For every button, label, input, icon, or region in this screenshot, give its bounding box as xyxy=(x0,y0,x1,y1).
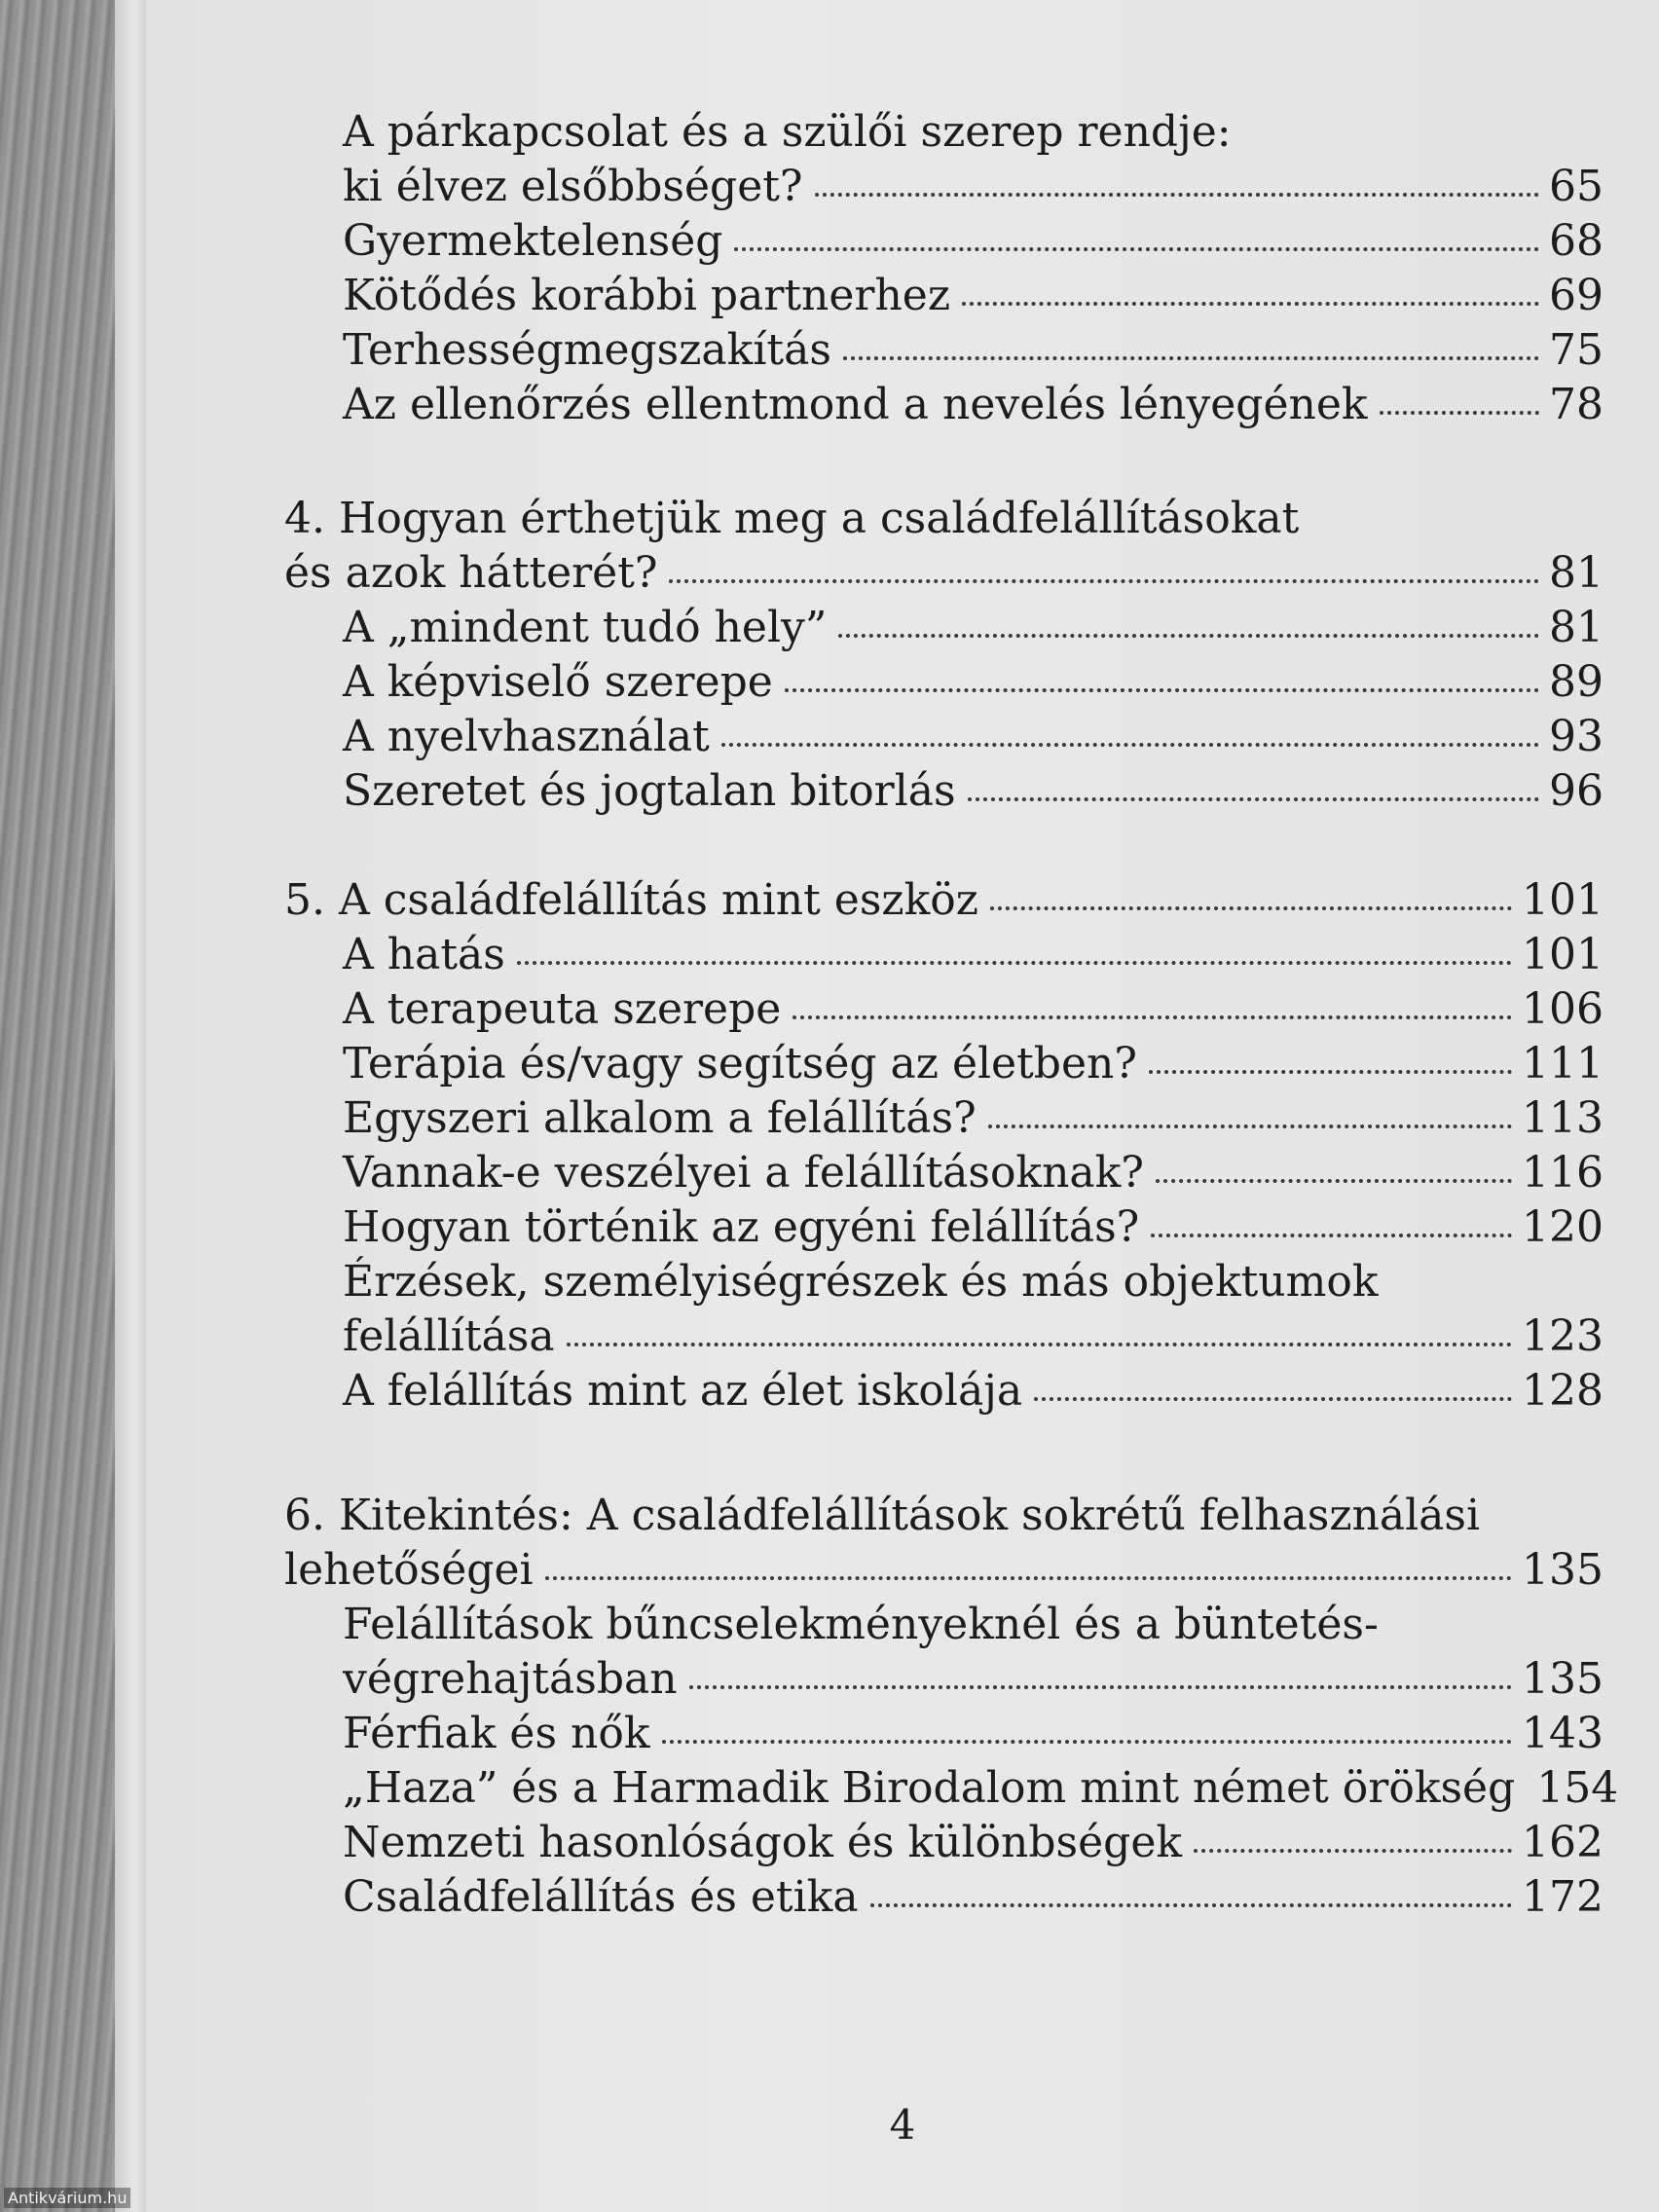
toc-entry-page: 120 xyxy=(1522,1202,1604,1252)
dot-leader xyxy=(843,356,1539,360)
dot-leader xyxy=(988,1124,1512,1128)
toc-entry-page: 69 xyxy=(1549,271,1604,320)
dot-leader xyxy=(838,634,1539,638)
toc-entry[interactable] xyxy=(343,214,1604,269)
toc-entry-page: 68 xyxy=(1549,216,1604,266)
toc-entry[interactable] xyxy=(343,1761,1619,1816)
toc-entry-title: Felállítások bűncselekményeknél és a büntetés- xyxy=(343,1600,1379,1649)
toc-entry-page: 106 xyxy=(1522,984,1604,1034)
dot-leader xyxy=(545,1576,1512,1580)
toc-entry-title: Terápia és/vagy segítség az életben? xyxy=(343,1039,1137,1088)
toc-chapter xyxy=(284,492,1604,546)
toc-entry-title: Nemzeti hasonlóságok és különbségek xyxy=(343,1818,1183,1867)
toc-entry-title: végrehajtásban xyxy=(343,1654,678,1704)
toc-entry-title: A párkapcsolat és a szülői szerep rendje: xyxy=(343,107,1232,157)
toc-entry-title: Hogyan történik az egyéni felállítás? xyxy=(343,1202,1140,1252)
dot-leader xyxy=(1149,1070,1512,1074)
toc-entry-page: 135 xyxy=(1522,1545,1604,1595)
toc-entry[interactable] xyxy=(343,928,1604,982)
dot-leader xyxy=(721,743,1539,747)
book-page xyxy=(146,0,1659,2212)
toc-entry[interactable] xyxy=(343,1652,1604,1707)
toc-entry-title: Érzések, személyiségrészek és más objektumok xyxy=(343,1257,1379,1307)
toc-chapter[interactable] xyxy=(284,873,1604,928)
dot-leader xyxy=(662,1740,1512,1744)
toc-entry-title: A hatás xyxy=(343,930,505,979)
toc-entry[interactable] xyxy=(343,1037,1604,1091)
toc-entry xyxy=(343,1598,1604,1652)
toc-entry-page: 135 xyxy=(1522,1654,1604,1704)
toc-entry-page: 101 xyxy=(1522,875,1604,925)
toc-entry-title: „Haza” és a Harmadik Birodalom mint német örökség xyxy=(343,1763,1516,1813)
toc-chapter-title: 6. Kitekintés: A családfelállítások sokrétű felhasználási xyxy=(284,1491,1481,1540)
toc-entry[interactable] xyxy=(343,323,1604,378)
toc-chapter-title: 5. A családfelállítás mint eszköz xyxy=(284,875,978,925)
toc-entry-page: 75 xyxy=(1549,325,1604,375)
toc-entry-page: 172 xyxy=(1522,1872,1604,1922)
toc-entry-title: A „mindent tudó hely” xyxy=(343,603,828,652)
toc-chapter xyxy=(284,1489,1604,1543)
toc-entry[interactable] xyxy=(343,1091,1604,1146)
toc-entry[interactable] xyxy=(343,764,1604,819)
toc-entry xyxy=(343,1255,1604,1309)
dot-leader xyxy=(1194,1849,1512,1853)
dot-leader xyxy=(689,1685,1512,1689)
toc-entry-page: 162 xyxy=(1522,1818,1604,1867)
dot-leader xyxy=(1380,411,1539,415)
dot-leader xyxy=(567,1343,1512,1346)
page-edge xyxy=(115,0,148,2212)
toc-entry-title: Családfelállítás és etika xyxy=(343,1872,859,1922)
dot-leader xyxy=(517,961,1512,965)
toc-entry[interactable] xyxy=(343,1364,1604,1419)
toc-entry[interactable] xyxy=(343,1816,1604,1870)
toc-entry-title: Férfiak és nők xyxy=(343,1709,650,1758)
toc-entry-page: 123 xyxy=(1522,1311,1604,1361)
toc-entry[interactable] xyxy=(343,1200,1604,1255)
toc-entry-page: 65 xyxy=(1549,162,1604,211)
toc-entry-title: ki élvez elsőbbséget? xyxy=(343,162,803,211)
toc-entry-page: 101 xyxy=(1522,930,1604,979)
toc-chapter-title: 4. Hogyan érthetjük meg a családfelállításokat xyxy=(284,494,1300,543)
toc-entry-page: 78 xyxy=(1549,380,1604,429)
toc-chapter[interactable] xyxy=(284,546,1604,601)
toc-entry-title: Egyszeri alkalom a felállítás? xyxy=(343,1093,977,1143)
dot-leader xyxy=(990,906,1512,910)
toc-entry[interactable] xyxy=(343,269,1604,323)
toc-entry-page: 143 xyxy=(1522,1709,1604,1758)
toc-entry[interactable] xyxy=(343,655,1604,710)
dot-leader xyxy=(968,797,1539,801)
toc-chapter[interactable] xyxy=(284,1543,1604,1598)
dot-leader xyxy=(785,688,1539,692)
dot-leader xyxy=(962,302,1539,306)
toc-entry-page: 154 xyxy=(1536,1763,1619,1813)
toc-entry[interactable] xyxy=(343,601,1604,655)
toc-entry-page: 81 xyxy=(1549,548,1604,598)
toc-entry[interactable] xyxy=(343,378,1604,432)
dot-leader xyxy=(669,579,1539,583)
toc-entry-title: Szeretet és jogtalan bitorlás xyxy=(343,766,956,816)
toc-entry-page: 116 xyxy=(1522,1148,1604,1198)
toc-entry-title: Gyermektelenség xyxy=(343,216,723,266)
toc-entry-title: A képviselő szerepe xyxy=(343,657,773,707)
toc-entry-page: 128 xyxy=(1522,1366,1604,1416)
toc-entry-title: A felállítás mint az élet iskolája xyxy=(343,1366,1023,1416)
toc-entry-title: felállítása xyxy=(343,1311,555,1361)
toc-entry-title: Az ellenőrzés ellentmond a nevelés lényegének xyxy=(343,380,1368,429)
dot-leader xyxy=(1034,1397,1512,1401)
toc-entry-page: 81 xyxy=(1549,603,1604,652)
toc-entry-page: 96 xyxy=(1549,766,1604,816)
toc-chapter-title: lehetőségei xyxy=(284,1545,534,1595)
toc-chapter-title: és azok hátterét? xyxy=(284,548,658,598)
dot-leader xyxy=(1151,1234,1512,1237)
table-of-contents xyxy=(146,0,1659,2212)
toc-entry-page: 89 xyxy=(1549,657,1604,707)
toc-entry-title: Terhességmegszakítás xyxy=(343,325,831,375)
toc-entry[interactable] xyxy=(343,160,1604,214)
toc-entry[interactable] xyxy=(343,1309,1604,1364)
toc-entry-page: 93 xyxy=(1549,712,1604,761)
toc-entry xyxy=(343,105,1604,160)
toc-entry[interactable] xyxy=(343,1707,1604,1761)
dot-leader xyxy=(793,1015,1512,1019)
page-number: 4 xyxy=(889,2101,916,2149)
dot-leader xyxy=(734,247,1539,251)
dot-leader xyxy=(1156,1179,1512,1183)
toc-entry[interactable] xyxy=(343,710,1604,764)
toc-entry-title: A nyelvhasználat xyxy=(343,712,710,761)
toc-entry-title: Kötődés korábbi partnerhez xyxy=(343,271,951,320)
toc-entry-title: Vannak-e veszélyei a felállításoknak? xyxy=(343,1148,1144,1198)
toc-entry-title: A terapeuta szerepe xyxy=(343,984,782,1034)
toc-entry-page: 113 xyxy=(1522,1093,1604,1143)
toc-entry[interactable] xyxy=(343,1146,1604,1200)
toc-entry[interactable] xyxy=(343,1870,1604,1925)
watermark: Antikvárium.hu xyxy=(4,2188,130,2208)
dot-leader xyxy=(870,1903,1512,1907)
toc-entry[interactable] xyxy=(343,982,1604,1037)
toc-entry-page: 111 xyxy=(1522,1039,1604,1088)
dot-leader xyxy=(815,193,1539,197)
